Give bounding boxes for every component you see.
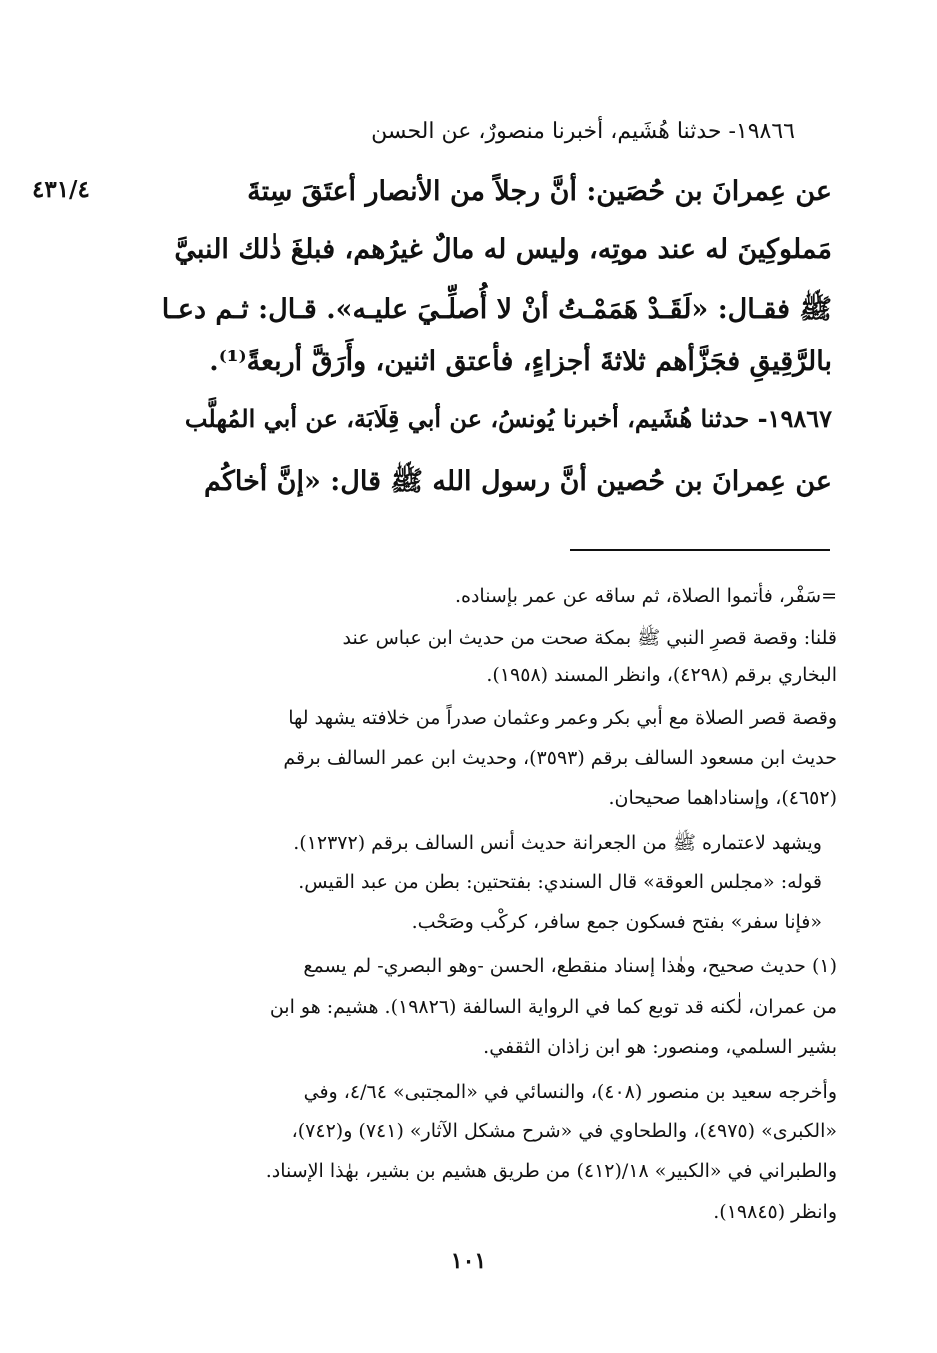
volume-page-reference: ٤٣١/٤: [32, 176, 90, 203]
hadith-19866-text-line: مَملوكِينَ له عند موتِه، وليس له مالٌ غيرُهم، فبلغَ ذٰلك النبيَّ: [174, 234, 832, 265]
page-number: ١٠١: [450, 1248, 487, 1274]
footnote-line: (٤٦٥٢)، وإسناداهما صحيحان.: [608, 787, 837, 809]
hadith-19866-isnad-line: ١٩٨٦٦- حدثنا هُشَيم، أخبرنا منصورٌ، عن الحسن: [371, 119, 795, 144]
footnote-line: ويشهد لاعتماره ﷺ من الجعرانة حديث أنس السالف برقم (١٢٣٧٢).: [293, 832, 822, 854]
hadith-19866-text-line: ﷺ فقـال: «لَقَـدْ هَمَمْـتُ أنْ لا أُصلِّـيَ عليـه». قـال: ثـم دعـا: [161, 294, 832, 325]
footnote-line: قلنا: وقصة قصرِ النبي ﷺ بمكة صحت من حديث ابن عباس عند: [342, 627, 837, 649]
footnote-line: وقصة قصر الصلاة مع أبي بكر وعمر وعثمان صدراً من خلافته يشهد لها: [288, 707, 837, 729]
footnote-line: بشير السلمي، ومنصور: هو ابن زاذان الثقفي.: [483, 1036, 837, 1058]
footnote-line: وانظر (١٩٨٤٥).: [713, 1201, 837, 1223]
footnote-line: «الكبرى» (٤٩٧٥)، والطحاوي في «شرح مشكل الآثار» (٧٤١) و(٧٤٢)،: [291, 1120, 837, 1142]
hadith-19867-text-line: عن عِمرانَ بن حُصين أنَّ رسول الله ﷺ قال: «إنَّ أخاكُم: [204, 466, 832, 497]
footnote-line: حديث ابن مسعود السالف برقم (٣٥٩٣)، وحديث ابن عمر السالف برقم: [283, 747, 837, 769]
hadith-19867-isnad-line: ١٩٨٦٧- حدثنا هُشَيم، أخبرنا يُونسُ، عن أبي قِلَابَة، عن أبي المُهلَّب: [184, 404, 832, 433]
footnote-line: «فإنا سفر» بفتح فسكون جمع سافر، كركْب وصَحْب.: [411, 911, 822, 933]
footnote-line: من عمران، لٰكنه قد توبع كما في الرواية السالفة (١٩٨٢٦). هشيم: هو ابن: [269, 996, 837, 1018]
hadith-19866-text-line: بالرَّقِيقِ فجَزَّأهم ثلاثةَ أجزاءٍ، فأعتق اثنين، وأَرَقَّ أربعةً⁽¹⁾.: [209, 346, 832, 377]
footnote-line: =سَفْر، فأتموا الصلاة، ثم ساقه عن عمر بإسناده.: [454, 585, 837, 607]
footnote-line: (١) حديث صحيح، وهٰذا إسناد منقطع، الحسن -وهو البصري- لم يسمع: [303, 955, 837, 977]
footnote-line: البخاري برقم (٤٢٩٨)، وانظر المسند (١٩٥٨).: [486, 664, 837, 686]
footnote-separator: [570, 549, 830, 551]
hadith-19866-text-line: عن عِمرانَ بن حُصَين: أنَّ رجلاً من الأنصار أعتَقَ سِتةَ: [247, 176, 832, 207]
footnote-line: قوله: «مجلس العوقة» قال السندي: بفتحتين: بطن من عبد القيس.: [298, 871, 822, 893]
footnote-line: والطبراني في «الكبير» ١٨/(٤١٢) من طريق هشيم بن بشير، بهٰذا الإسناد.: [265, 1160, 837, 1182]
footnote-line: وأخرجه سعيد بن منصور (٤٠٨)، والنسائي في «المجتبى» ٤/٦٤، وفي: [303, 1081, 837, 1103]
